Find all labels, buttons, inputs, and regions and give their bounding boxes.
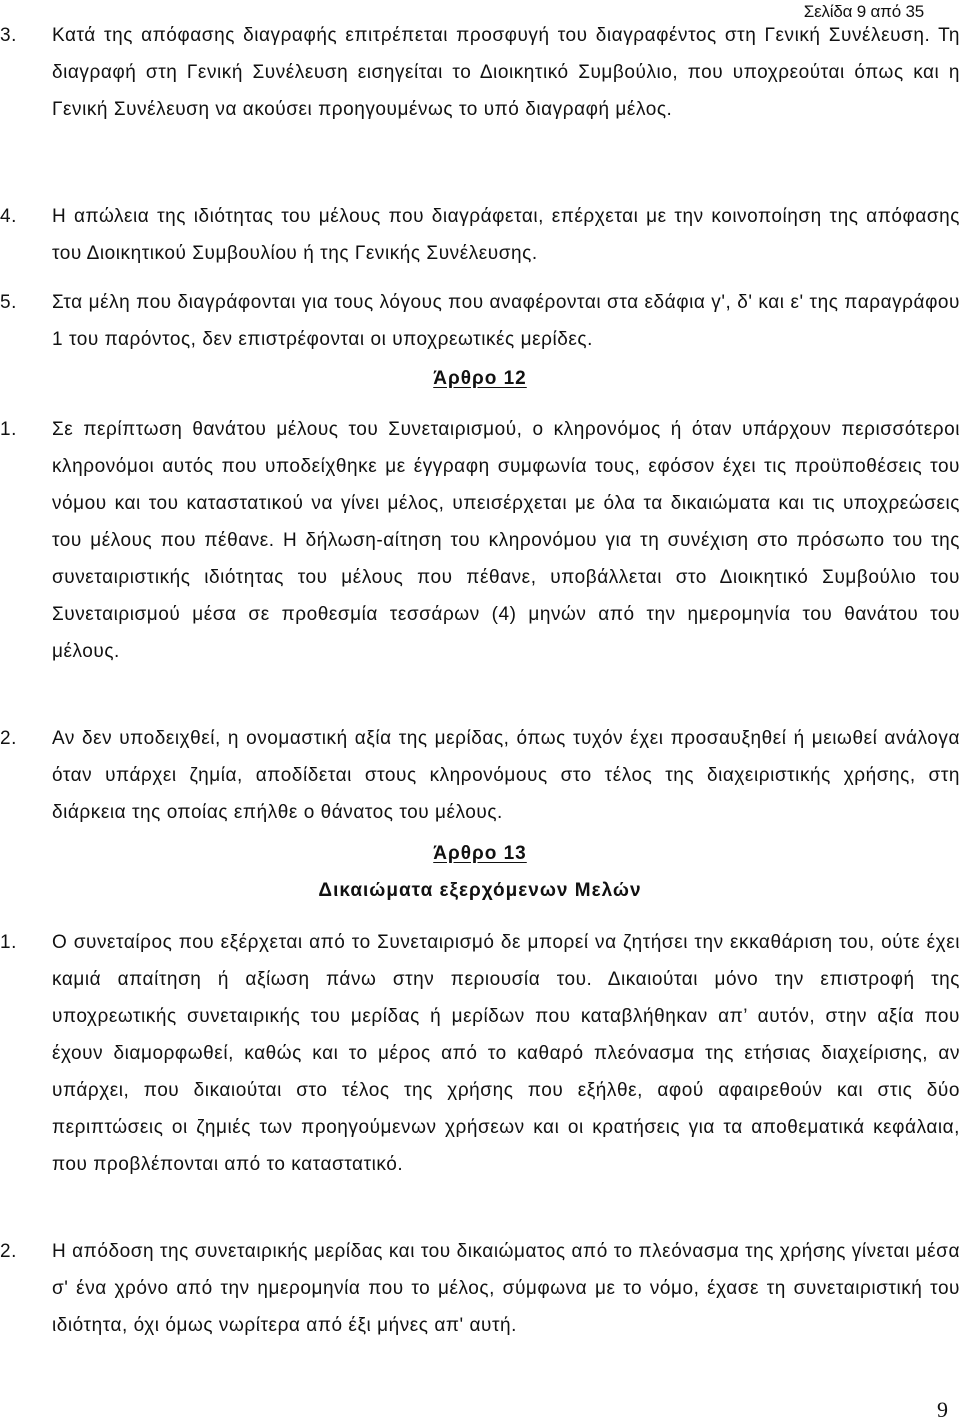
paragraph-number: 4. [0, 206, 17, 227]
page-header: Σελίδα 9 από 35 [803, 2, 924, 21]
article-12-paragraph-1 [0, 411, 960, 670]
paragraph-text: Στα μέλη που διαγράφονται για τους λόγους που αναφέρονται στα εδάφια γ', δ' και ε' της παραγράφου 1 του παρόντος, δεν επιστρέφονται οι υποχρεωτικές μερίδες. [52, 292, 960, 350]
paragraph-number: 1. [0, 419, 17, 440]
paragraph-text: Η απόδοση της συνεταιρικής μερίδας και του δικαιώματος από το πλεόνασμα της χρήσης γίνεται μέσα σ' ένα χρόνο από την ημερομηνία που το μέλος, σύμφωνα με το νόμο, έχασε τη συνεταιριστική του ιδιότητα, όχι όμως νωρίτερα από έξι μήνες απ' αυτή. [52, 1241, 960, 1336]
paragraph-number: 5. [0, 292, 17, 313]
page-number: 9 [937, 1397, 948, 1422]
paragraph-number: 1. [0, 932, 17, 953]
article-12-paragraph-2 [0, 720, 960, 831]
paragraph-number: 2. [0, 1241, 17, 1262]
paragraph-text: Κατά της απόφασης διαγραφής επιτρέπεται προσφυγή του διαγραφέντος στη Γενική Συνέλευση. Τη διαγραφή στη Γενική Συνέλευση εισηγείται το Διοικητικό Συμβούλιο, που υποχρεούται όπως και η Γενική Συνέλευση να ακούσει προηγουμένως το υπό διαγραφή μέλος. [52, 25, 960, 120]
article-13-title: Άρθρο 13 [433, 843, 527, 864]
paragraph-4 [0, 198, 960, 272]
paragraph-text: Ο συνεταίρος που εξέρχεται από το Συνεταιρισμό δε μπορεί να ζητήσει την εκκαθάριση του, ούτε έχει καμιά απαίτηση ή αξίωση πάνω στην περιουσία του. Δικαιούται μόνο την επιστροφή της υποχρεωτικής συνεταιρικής του μερίδας ή μερίδων που καταβλήθηκαν απ’ αυτόν, στην αξία που έχουν διαμορφωθεί, καθώς και το μέρος από το καθαρό πλεόνασμα της ετήσιας διαχείρισης, αν υπάρχει, που δικαιούται στο τέλος της χρήσης που εξήλθε, αφού αφαιρεθούν και στις δύο περιπτώσεις οι ζημιές των προηγούμενων χρήσεων και οι κρατήσεις για τα αποθεματικά κεφάλαια, που προβλέπονται από το καταστατικό. [52, 932, 960, 1175]
article-13-paragraph-1 [0, 924, 960, 1183]
article-13-paragraph-2 [0, 1233, 960, 1344]
paragraph-number: 2. [0, 728, 17, 749]
paragraph-number: 3. [0, 25, 17, 46]
article-12-title: Άρθρο 12 [433, 368, 527, 389]
paragraph-text: Η απώλεια της ιδιότητας του μέλους που διαγράφεται, επέρχεται με την κοινοποίηση της απόφασης του Διοικητικού Συμβουλίου ή της Γενικής Συνέλευσης. [52, 206, 960, 264]
paragraph-text: Αν δεν υποδειχθεί, η ονομαστική αξία της μερίδας, όπως τυχόν έχει προσαυξηθεί ή μειωθεί ανάλογα όταν υπάρχει ζημία, αποδίδεται στους κληρονόμους στο τέλος της διαχειριστικής χρήσης, στη διάρκεια της οποίας επήλθε ο θάνατος του μέλους. [52, 728, 960, 823]
article-13-subtitle: Δικαιώματα εξερχόμενων Μελών [318, 880, 642, 901]
paragraph-text: Σε περίπτωση θανάτου μέλους του Συνεταιρισμού, ο κληρονόμος ή όταν υπάρχουν περισσότεροι κληρονόμοι αυτός που υποδείχθηκε με έγγραφη συμφωνία τους, εφόσον έχει τις προϋποθέσεις του νόμου και του καταστατικού να γίνει μέλος, υπεισέρχεται με όλα τα δικαιώματα και τις υποχρεώσεις του μέλους που πέθανε. Η δήλωση-αίτηση του κληρονόμου για τη συνέχιση στο πρόσωπο του της συνεταιριστικής ιδιότητας του μέλους που πέθανε, υποβάλλεται στο Διοικητικό Συμβούλιο του Συνεταιρισμού μέσα σε προθεσμία τεσσάρων (4) μηνών από την ημερομηνία του θανάτου του μέλους. [52, 419, 960, 662]
paragraph-5 [0, 284, 960, 358]
paragraph-3 [0, 17, 960, 128]
